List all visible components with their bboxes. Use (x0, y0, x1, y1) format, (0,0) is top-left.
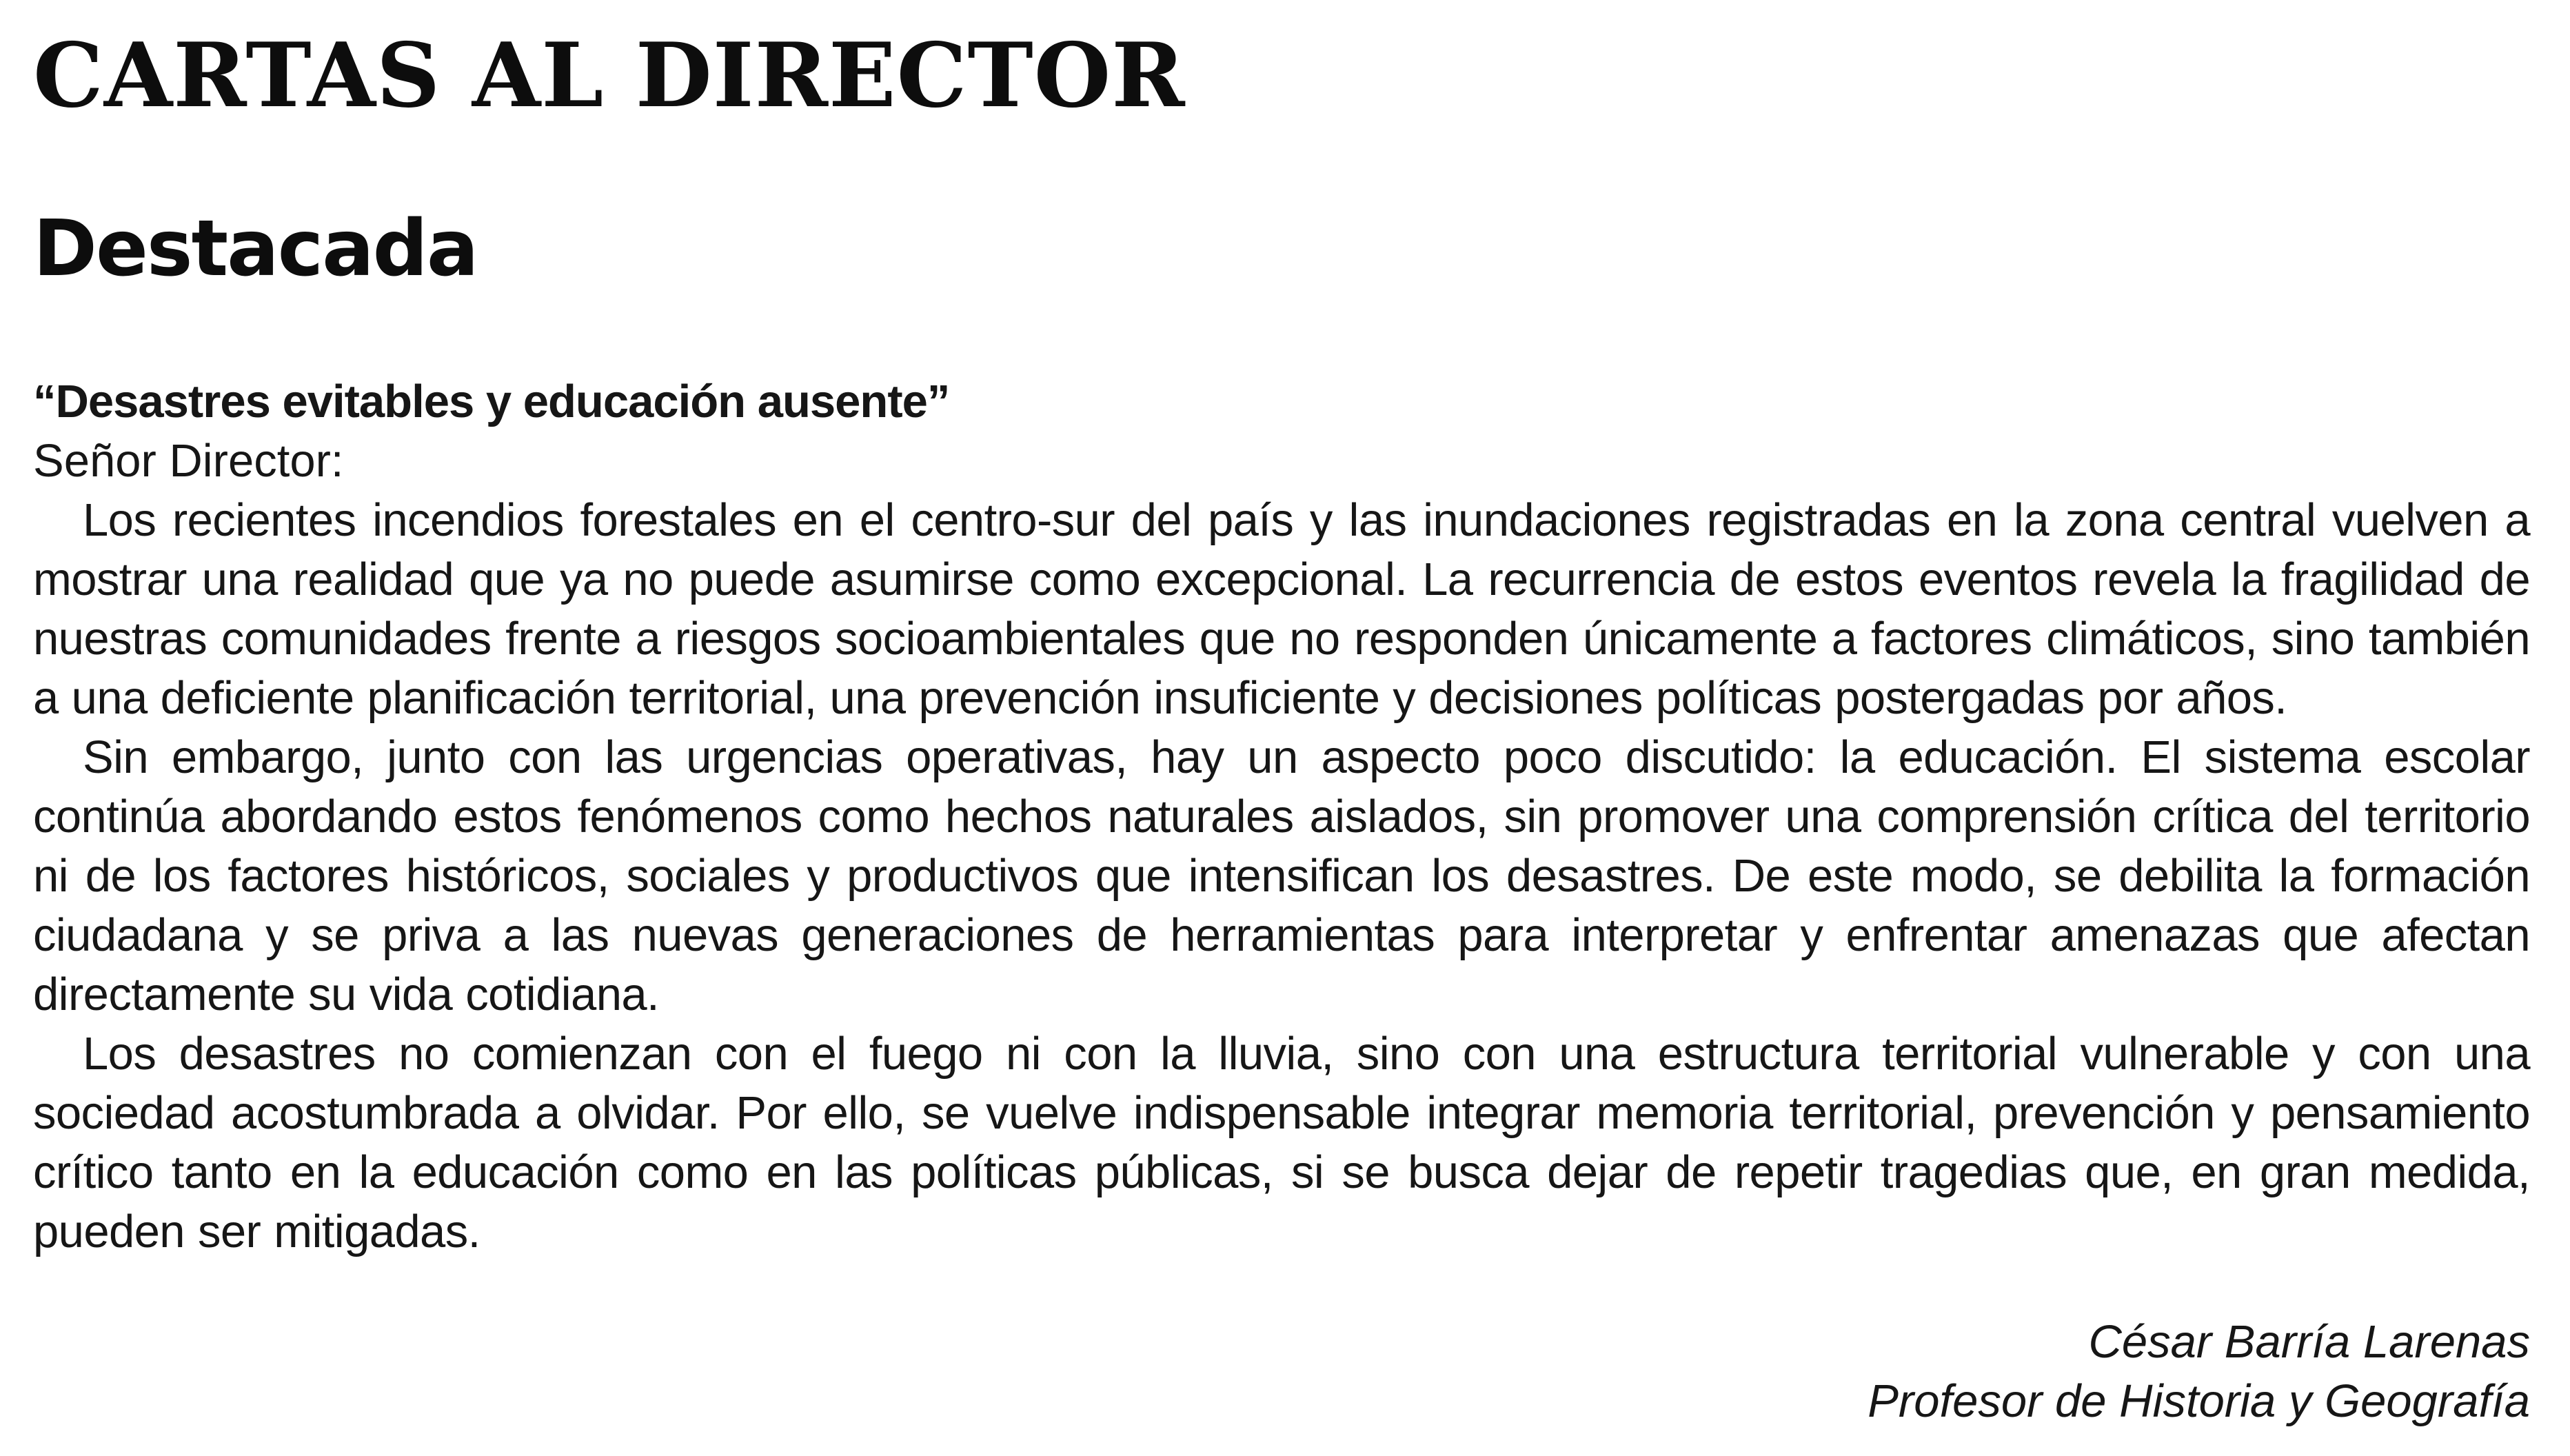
section-title: CARTAS AL DIRECTOR (33, 24, 1186, 128)
letter-title: “Desastres evitables y educación ausente” (33, 376, 950, 427)
letter-paragraph-2: Sin embargo, junto con las urgencias operativas, hay un aspecto poco discutido: la educación. El sistema escolar continúa abordando estos fenómenos como hechos naturales aislados, sin promover una comprensión crítica del territorio ni de los factores históricos, sociales y productivos que intensifican los desastres. De este modo, se debilita la formación ciudadana y se priva a las nuevas generaciones de herramientas para interpretar y enfrentar amenazas que afectan directamente su vida cotidiana. (33, 731, 2530, 1020)
letter-paragraph-1: Los recientes incendios forestales en el centro-sur del país y las inundaciones registradas en la zona central vuelven a mostrar una realidad que ya no puede asumirse como excepcional. La recurrencia de estos eventos revela la fragilidad de nuestras comunidades frente a riesgos socioambientales que no responden únicamente a factores climáticos, sino también a una deficiente planificación territorial, una prevención insuficiente y decisiones políticas postergadas por años. (33, 494, 2530, 724)
letter-paragraph-3: Los desastres no comienzan con el fuego ni con la lluvia, sino con una estructura territorial vulnerable y con una sociedad acostumbrada a olvidar. Por ello, se vuelve indispensable integrar memoria territorial, prevención y pensamiento crítico tanto en la educación como en las políticas públicas, si se busca dejar de repetir tragedias que, en gran medida, pueden ser mitigadas. (33, 1028, 2530, 1257)
signature-role: Profesor de Historia y Geografía (1868, 1375, 2530, 1427)
subsection-title: Destacada (33, 204, 478, 294)
letter-signature (1868, 1313, 2530, 1431)
signature-name: César Barría Larenas (2088, 1316, 2530, 1368)
featured-letter (33, 372, 2530, 1262)
letters-page (33, 0, 2530, 1456)
letter-salutation: Señor Director: (33, 435, 344, 487)
